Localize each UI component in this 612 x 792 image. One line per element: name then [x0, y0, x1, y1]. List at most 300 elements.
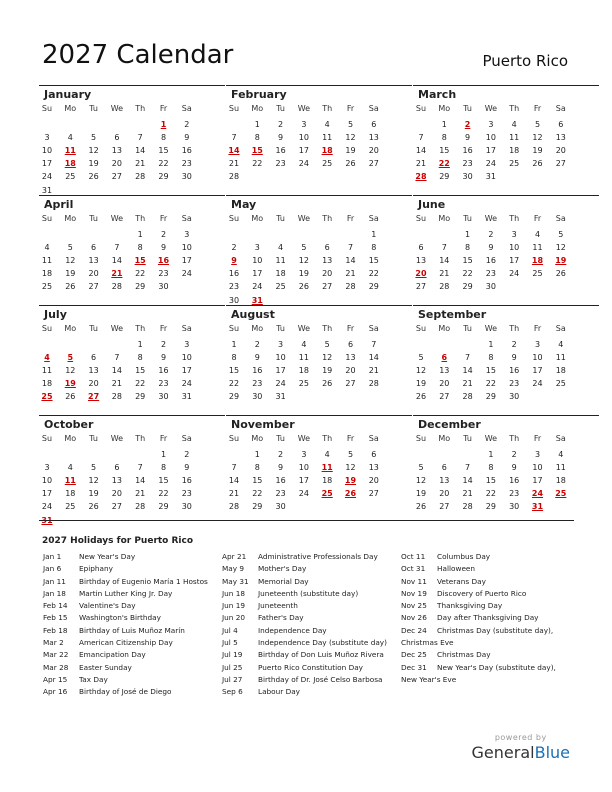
day-cell: 5: [558, 230, 564, 239]
holiday-date: Nov 26: [401, 613, 427, 623]
day-cell: 16: [462, 146, 473, 156]
day-cell: 22: [485, 489, 496, 499]
day-cell: 23: [158, 269, 169, 279]
day-cell: 17: [509, 256, 520, 266]
holiday-name: Christmas Eve: [401, 638, 454, 648]
day-cell: 14: [462, 476, 473, 486]
holiday-name: Birthday of Eugenio María 1 Hostos: [79, 576, 208, 586]
day-cell: 17: [298, 476, 309, 486]
weekday-header: Th: [509, 104, 520, 113]
day-cell: 6: [558, 120, 564, 129]
month-divider: [226, 85, 412, 86]
weekday-header: Fr: [533, 434, 542, 443]
holiday-day: 31: [531, 502, 544, 512]
day-cell: 16: [275, 476, 286, 486]
holiday-name: Puerto Rico Constitution Day: [258, 662, 363, 672]
holiday-date: Apr 16: [43, 687, 68, 697]
day-cell: 12: [322, 353, 333, 363]
holiday-date: Feb 14: [43, 601, 68, 611]
day-cell: 21: [462, 379, 473, 389]
day-cell: 8: [137, 353, 143, 363]
day-cell: 11: [555, 463, 566, 473]
weekday-header: Sa: [181, 324, 192, 333]
day-cell: 30: [275, 502, 286, 512]
holiday-day: 18: [64, 159, 76, 169]
holiday-date: Dec 31: [401, 662, 427, 672]
day-cell: 1: [137, 340, 143, 349]
day-cell: 11: [509, 133, 520, 143]
holiday-day: 19: [555, 256, 567, 266]
day-cell: 11: [41, 256, 53, 266]
day-cell: 1: [441, 120, 447, 129]
month-name: October: [44, 418, 94, 431]
holiday-name: Valentine's Day: [79, 601, 136, 611]
holiday-day: 15: [251, 146, 263, 156]
holiday-date: Nov 19: [401, 588, 427, 598]
month-march: [413, 85, 599, 189]
day-cell: 8: [231, 353, 237, 363]
weekday-header: Mo: [251, 434, 264, 443]
day-cell: 16: [252, 366, 263, 376]
day-cell: 29: [158, 502, 169, 512]
weekday-header: We: [297, 324, 311, 333]
day-cell: 12: [345, 133, 356, 143]
day-cell: 18: [298, 366, 309, 376]
day-cell: 8: [488, 463, 494, 473]
day-cell: 5: [418, 463, 424, 473]
day-cell: 27: [415, 282, 427, 292]
weekday-header: Mo: [64, 214, 77, 223]
weekday-header: Th: [322, 104, 333, 113]
day-cell: 21: [345, 269, 356, 279]
day-cell: 30: [158, 392, 169, 402]
day-cell: 21: [135, 489, 146, 499]
month-name: April: [44, 198, 74, 211]
day-cell: 15: [462, 256, 473, 266]
day-cell: 24: [252, 282, 263, 292]
weekday-header: Sa: [555, 214, 566, 223]
day-cell: 24: [41, 172, 53, 182]
holiday-date: Jan 6: [43, 564, 62, 574]
weekday-header: Su: [415, 434, 427, 443]
weekday-header: Fr: [159, 214, 168, 223]
weekday-header: Sa: [368, 104, 379, 113]
day-cell: 27: [88, 282, 99, 292]
day-cell: 13: [439, 366, 450, 376]
day-cell: 17: [532, 366, 543, 376]
weekday-header: Fr: [159, 434, 168, 443]
day-cell: 9: [160, 353, 167, 363]
holiday-day: 16: [157, 256, 170, 266]
weekday-header: Su: [41, 214, 53, 223]
day-cell: 5: [301, 243, 307, 253]
day-cell: 15: [135, 366, 146, 376]
day-cell: 20: [88, 379, 99, 389]
day-cell: 10: [509, 243, 520, 253]
day-cell: 5: [67, 243, 73, 253]
day-cell: 28: [228, 502, 240, 512]
day-cell: 24: [181, 269, 192, 279]
holiday-name: Martin Luther King Jr. Day: [79, 588, 173, 598]
day-cell: 11: [532, 243, 543, 253]
day-cell: 24: [298, 489, 309, 499]
weekday-header: We: [484, 214, 498, 223]
day-cell: 2: [278, 450, 284, 459]
weekday-header: Tu: [463, 104, 472, 113]
weekday-header: Th: [135, 214, 146, 223]
weekday-header: Mo: [64, 104, 77, 113]
divider: [39, 520, 574, 521]
holiday-date: Jun 19: [222, 601, 246, 611]
holiday-date: Feb 15: [43, 613, 68, 623]
day-cell: 20: [439, 379, 450, 389]
holiday-day: 19: [64, 379, 76, 389]
day-cell: 2: [160, 340, 167, 349]
holiday-date: Jun 20: [222, 613, 246, 623]
day-cell: 15: [485, 476, 496, 486]
day-cell: 10: [298, 463, 309, 473]
day-cell: 20: [439, 489, 450, 499]
day-cell: 20: [111, 159, 122, 169]
day-cell: 22: [252, 489, 263, 499]
month-name: September: [418, 308, 487, 321]
holiday-day: 25: [41, 392, 53, 402]
day-cell: 8: [137, 243, 143, 253]
day-cell: 11: [322, 133, 333, 143]
day-cell: 12: [65, 366, 76, 376]
day-cell: 26: [415, 502, 427, 512]
weekday-header: We: [110, 104, 124, 113]
day-cell: 31: [181, 392, 192, 402]
day-cell: 19: [65, 269, 76, 279]
weekday-header: We: [297, 104, 311, 113]
holiday-date: Jul 5: [222, 638, 238, 648]
day-cell: 8: [488, 353, 494, 363]
day-cell: 12: [415, 366, 427, 376]
weekday-header: Mo: [251, 214, 264, 223]
holiday-name: Memorial Day: [258, 576, 309, 586]
holiday-date: Jan 18: [43, 588, 66, 598]
weekday-header: Sa: [368, 434, 379, 443]
month-divider: [413, 195, 599, 196]
holiday-name: Birthday of José de Diego: [79, 687, 172, 697]
day-cell: 31: [275, 392, 286, 402]
holiday-name: Christmas Day (substitute day),: [437, 625, 554, 635]
day-cell: 12: [555, 243, 566, 253]
weekday-header: Fr: [346, 214, 355, 223]
day-cell: 1: [371, 230, 377, 239]
holiday-name: New Year's Day (substitute day),: [437, 662, 556, 672]
holiday-name: Emancipation Day: [79, 650, 146, 660]
day-cell: 11: [298, 353, 309, 363]
day-cell: 14: [135, 476, 146, 486]
holiday-name: Father's Day: [258, 613, 304, 623]
day-cell: 23: [485, 269, 496, 279]
weekday-header: Tu: [276, 214, 285, 223]
weekday-header: Mo: [438, 434, 451, 443]
day-cell: 26: [88, 502, 99, 512]
weekday-header: We: [297, 434, 311, 443]
month-name: August: [231, 308, 275, 321]
day-cell: 20: [368, 146, 379, 156]
weekday-header: Sa: [181, 434, 192, 443]
day-cell: 26: [298, 282, 309, 292]
holiday-name: Independence Day: [258, 625, 327, 635]
month-may: [226, 195, 412, 305]
day-cell: 26: [65, 282, 76, 292]
day-cell: 8: [441, 133, 447, 143]
day-cell: 26: [65, 392, 76, 402]
weekday-header: Su: [41, 434, 53, 443]
holiday-name: Juneteenth: [258, 601, 298, 611]
day-cell: 7: [465, 353, 471, 363]
weekday-header: Su: [415, 324, 427, 333]
holiday-day: 11: [64, 146, 76, 156]
day-cell: 21: [368, 366, 379, 376]
holiday-date: Dec 25: [401, 650, 427, 660]
day-cell: 2: [184, 450, 190, 459]
day-cell: 1: [137, 230, 143, 239]
month-divider: [226, 195, 412, 196]
day-cell: 14: [462, 366, 473, 376]
weekday-header: Th: [135, 434, 146, 443]
day-cell: 10: [41, 476, 53, 486]
day-cell: 3: [511, 230, 517, 239]
holiday-name: Juneteenth (substitute day): [258, 588, 359, 598]
day-cell: 8: [371, 243, 377, 253]
day-cell: 11: [275, 256, 286, 266]
holiday-date: Jul 4: [222, 625, 238, 635]
holiday-day: 21: [111, 269, 123, 279]
holiday-name: Columbus Day: [437, 552, 491, 561]
weekday-header: Sa: [555, 104, 566, 113]
day-cell: 12: [532, 133, 543, 143]
holiday-name: Mother's Day: [258, 564, 307, 574]
weekday-header: Fr: [159, 324, 168, 333]
holidays-title: 2027 Holidays for Puerto Rico: [42, 536, 194, 546]
month-october: [39, 415, 225, 525]
holiday-day: 28: [415, 172, 427, 182]
weekday-header: Tu: [463, 214, 472, 223]
day-cell: 1: [488, 340, 494, 349]
day-cell: 31: [41, 185, 53, 195]
weekday-header: Sa: [368, 324, 379, 333]
day-cell: 21: [135, 159, 146, 169]
day-cell: 7: [114, 243, 120, 253]
weekday-header: Th: [509, 324, 520, 333]
day-cell: 18: [41, 379, 53, 389]
day-cell: 6: [324, 243, 330, 253]
holiday-name: Birthday of Don Luis Muñoz Rivera: [258, 650, 384, 660]
holiday-name: Birthday of Luis Muñoz Marín: [79, 625, 185, 635]
holiday-day: 20: [415, 269, 427, 279]
day-cell: 9: [184, 133, 190, 143]
day-cell: 14: [415, 146, 427, 156]
month-divider: [413, 415, 599, 416]
day-cell: 10: [532, 353, 543, 363]
weekday-header: Sa: [368, 214, 379, 223]
day-cell: 23: [252, 379, 263, 389]
day-cell: 22: [158, 159, 169, 169]
day-cell: 6: [347, 340, 354, 349]
weekday-header: Fr: [533, 214, 542, 223]
day-cell: 16: [158, 366, 169, 376]
day-cell: 2: [184, 120, 190, 129]
brand-name-part1: General: [471, 743, 535, 762]
day-cell: 28: [135, 172, 146, 182]
powered-by-text: powered by: [494, 733, 547, 742]
day-cell: 4: [67, 133, 73, 143]
day-cell: 7: [114, 353, 120, 363]
day-cell: 14: [228, 476, 240, 486]
holiday-name: Thanksgiving Day: [437, 601, 503, 611]
day-cell: 1: [160, 450, 167, 459]
month-name: July: [44, 308, 67, 321]
day-cell: 3: [278, 340, 284, 349]
day-cell: 9: [488, 243, 494, 253]
weekday-header: Th: [322, 324, 333, 333]
day-cell: 30: [252, 392, 263, 402]
day-cell: 16: [485, 256, 496, 266]
weekday-header: Th: [509, 214, 520, 223]
day-cell: 29: [228, 392, 240, 402]
day-cell: 19: [415, 489, 427, 499]
brand-name-part2: Blue: [534, 743, 570, 762]
day-cell: 23: [462, 159, 473, 169]
day-cell: 16: [181, 146, 192, 156]
day-cell: 29: [135, 282, 146, 292]
weekday-header: We: [484, 104, 498, 113]
day-cell: 13: [555, 133, 566, 143]
day-cell: 28: [111, 392, 122, 402]
day-cell: 23: [509, 489, 520, 499]
day-cell: 3: [488, 120, 494, 129]
day-cell: 17: [41, 489, 53, 499]
weekday-header: Fr: [533, 104, 542, 113]
day-cell: 16: [228, 269, 240, 279]
day-cell: 19: [415, 379, 427, 389]
day-cell: 25: [532, 269, 543, 279]
weekday-header: Fr: [346, 324, 355, 333]
day-cell: 6: [418, 243, 424, 253]
day-cell: 13: [322, 256, 333, 266]
weekday-header: Su: [228, 104, 240, 113]
day-cell: 26: [532, 159, 543, 169]
weekday-header: We: [110, 214, 124, 223]
day-cell: 27: [111, 502, 122, 512]
day-cell: 15: [228, 366, 240, 376]
weekday-header: Su: [228, 214, 240, 223]
day-cell: 3: [534, 340, 541, 349]
day-cell: 12: [65, 256, 76, 266]
month-name: March: [418, 88, 457, 101]
month-divider: [39, 305, 225, 306]
month-name: May: [231, 198, 257, 211]
country-label: Puerto Rico: [482, 52, 568, 70]
weekday-header: Sa: [181, 214, 192, 223]
day-cell: 29: [485, 392, 496, 402]
month-name: December: [418, 418, 481, 431]
day-cell: 12: [345, 463, 356, 473]
day-cell: 10: [181, 353, 192, 363]
weekday-header: Fr: [159, 104, 168, 113]
day-cell: 5: [534, 120, 541, 129]
weekday-header: Tu: [276, 324, 285, 333]
day-cell: 23: [275, 489, 286, 499]
day-cell: 4: [44, 243, 50, 253]
holiday-date: Oct 11: [401, 552, 426, 561]
weekday-header: Tu: [276, 104, 285, 113]
day-cell: 30: [181, 502, 192, 512]
day-cell: 7: [137, 133, 143, 143]
holiday-date: Nov 25: [401, 601, 427, 611]
holiday-name: Halloween: [437, 564, 476, 574]
day-cell: 23: [158, 379, 169, 389]
day-cell: 14: [111, 256, 122, 266]
day-cell: 2: [488, 230, 494, 239]
month-august: [226, 305, 412, 409]
brand-logo: [472, 733, 570, 762]
day-cell: 3: [534, 450, 541, 459]
day-cell: 19: [88, 159, 99, 169]
day-cell: 29: [158, 172, 169, 182]
day-cell: 14: [345, 256, 356, 266]
day-cell: 25: [275, 282, 286, 292]
day-cell: 13: [415, 256, 427, 266]
day-cell: 29: [462, 282, 473, 292]
holiday-day: 25: [321, 489, 333, 499]
holiday-day: 31: [251, 295, 263, 305]
day-cell: 30: [485, 282, 496, 292]
day-cell: 7: [465, 463, 471, 473]
day-cell: 4: [558, 450, 564, 459]
day-cell: 5: [324, 340, 330, 349]
weekday-header: We: [484, 324, 498, 333]
weekday-header: Tu: [463, 434, 472, 443]
day-cell: 23: [228, 282, 240, 292]
month-december: [413, 415, 599, 519]
weekday-header: Tu: [89, 434, 98, 443]
holiday-day: 22: [438, 159, 450, 169]
holiday-day: 18: [321, 146, 333, 156]
day-cell: 13: [439, 476, 450, 486]
holiday-date: Sep 6: [222, 687, 243, 697]
day-cell: 24: [298, 159, 309, 169]
month-name: January: [44, 88, 92, 101]
weekday-header: Mo: [438, 214, 451, 223]
day-cell: 29: [135, 392, 146, 402]
day-cell: 15: [158, 146, 169, 156]
month-divider: [413, 85, 599, 86]
weekday-header: Su: [228, 324, 240, 333]
weekday-header: Mo: [251, 104, 264, 113]
holiday-date: Apr 21: [222, 552, 247, 561]
day-cell: 18: [41, 269, 53, 279]
day-cell: 22: [485, 379, 496, 389]
day-cell: 17: [181, 366, 192, 376]
month-divider: [39, 195, 225, 196]
day-cell: 5: [91, 463, 97, 473]
weekday-header: Th: [135, 324, 146, 333]
holiday-day: 24: [531, 489, 544, 499]
weekday-header: Su: [41, 104, 53, 113]
day-cell: 13: [111, 146, 122, 156]
holiday-name: Independence Day (substitute day): [258, 638, 387, 648]
day-cell: 25: [65, 172, 76, 182]
weekday-header: Tu: [89, 214, 98, 223]
day-cell: 29: [368, 282, 379, 292]
day-cell: 9: [278, 463, 284, 473]
